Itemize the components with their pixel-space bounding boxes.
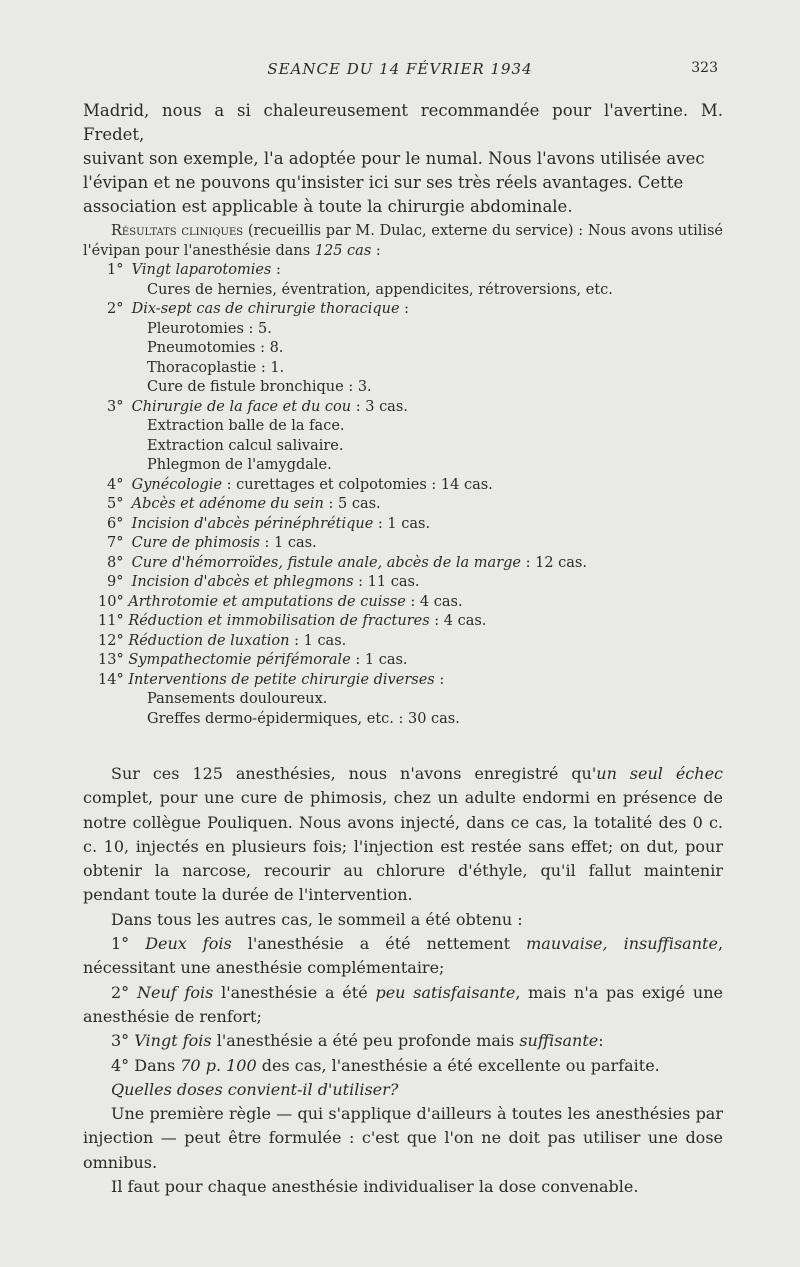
result-item [107,515,723,535]
result-number: 1° [107,262,124,278]
result-title: Abcès et adénome du sein [131,496,324,512]
result-item [107,300,723,320]
result-subitem: Cures de hernies, éventration, appendicites, rétroversions, etc. [147,281,613,298]
result-title: Cure d'hémorroïdes, fistule anale, abcès de la marge [131,554,521,571]
intro-line: Madrid, nous a si chaleureusement recommandée pour l'avertine. M. Fredet, [83,101,723,144]
result-suffix: : 4 cas. [429,613,487,629]
result-title: Dix-sept cas de chirurgie thoracique [131,301,400,317]
result-item [98,632,723,652]
outcome-item: 4° Dans 70 p. 100 des cas, l'anesthésie a été excellente ou parfaite. [111,1055,660,1075]
results-heading: Résultats cliniques [111,223,244,239]
result-subitem: Phlegmon de l'amygdale. [147,457,332,473]
result-subitem: Pleurotomies : 5. [147,320,272,337]
result-subitem: Thoracoplastie : 1. [147,359,285,376]
results-lead: Résultats cliniques (recueillis par M. Dulac, externe du service) : Nous avons utilisé l'évipan pour l'anesthésie dans 125 cas : [83,223,724,259]
result-title: Gynécologie [131,476,223,493]
intro-line: suivant son exemple, l'a adoptée pour le numal. Nous l'avons utilisée avec [83,149,705,168]
result-title: Arthrotomie et amputations de cuisse [128,593,406,610]
result-number: 8° [107,554,124,571]
result-suffix: : curettages et colpotomies : 14 cas. [222,476,493,493]
outcome-item: 3° Vingt fois l'anesthésie a été peu profonde mais suffisante: [111,1031,604,1051]
result-item [98,651,723,671]
result-number: 10° [98,593,124,610]
result-number: 7° [107,535,124,551]
result-suffix: : [434,671,445,688]
result-suffix: : 1 cas. [289,632,347,649]
result-number: 3° [107,398,124,415]
result-item [98,612,723,632]
result-number: 4° [107,476,124,493]
running-title: SEANCE DU 14 FÉVRIER 1934 [267,60,533,78]
intro-line: l'évipan et ne pouvons qu'insister ici sur ses très réels avantages. Cette [83,173,684,192]
result-suffix: : [271,262,281,278]
result-number: 2° [107,301,124,317]
result-item [107,398,723,418]
question-heading: Quelles doses convient-il d'utiliser? [111,1079,399,1099]
result-subitem: Pneumotomies : 8. [147,340,284,356]
intro-line: association est applicable à toute la chirurgie abdominale. [83,197,573,216]
result-title: Cure de phimosis [131,535,260,551]
result-subitem: Greffes dermo-épidermiques, etc. : 30 cas. [147,710,460,727]
result-item [107,476,723,496]
result-subitem: Pansements douloureux. [147,691,328,707]
conclusion-section [83,762,723,1199]
page-header [0,60,800,84]
intro-paragraph [83,99,723,219]
result-title: Réduction et immobilisation de fractures [128,613,430,629]
conclusion-paragraph: Il faut pour chaque anesthésie individualiser la dose convenable. [111,1177,639,1197]
results-list [83,261,723,729]
result-suffix: : 11 cas. [353,574,420,590]
result-suffix: : 4 cas. [405,593,463,610]
result-number: 6° [107,515,124,532]
result-subitem: Extraction calcul salivaire. [147,437,344,454]
conclusion-paragraph: Sur ces 125 anesthésies, nous n'avons enregistré qu'un seul échec complet, pour une cure de phimosis, chez un adulte endormi en présence de notre collègue Pouliquen. Nous avons injecté, dans ce cas, la totalité des 0 c. c. 10, injectés en plusieurs fois; l'injection est restée sans effet; on dut, pour obtenir la narcose, recourir au chlorure d'éthyle, qu'il fallut maintenir pendant toute la durée de l'intervention. [83,764,723,905]
result-item [98,671,723,691]
outcome-item: 1° Deux fois l'anesthésie a été nettement mauvaise, insuffisante, nécessitant une anesthésie complémentaire; [83,934,724,978]
result-title: Incision d'abcès et phlegmons [131,574,354,590]
result-item [98,593,723,613]
clinical-results [83,222,723,729]
result-item [107,534,723,554]
result-title: Incision d'abcès périnéphrétique [131,515,374,532]
result-suffix: : 5 cas. [323,496,381,512]
result-suffix: : 1 cas. [259,535,317,551]
result-suffix: : 3 cas. [351,398,408,415]
result-number: 11° [98,613,124,629]
result-item [107,573,723,593]
result-suffix: : 1 cas. [350,652,408,668]
result-suffix: : 1 cas. [373,515,431,532]
result-subitem: Extraction balle de la face. [147,418,345,434]
result-title: Réduction de luxation [128,632,290,649]
outcome-item: 2° Neuf fois l'anesthésie a été peu satisfaisante, mais n'a pas exigé une anesthésie de renfort; [83,982,724,1026]
result-title: Chirurgie de la face et du cou [131,398,352,415]
result-title: Vingt laparotomies [131,262,272,278]
result-number: 5° [107,496,124,512]
result-title: Sympathectomie périfémorale [128,652,351,668]
result-item [107,554,723,574]
result-suffix: : 12 cas. [521,554,587,571]
page-number: 323 [691,60,718,76]
result-suffix: : [399,301,410,317]
result-number: 13° [98,652,124,668]
result-number: 12° [98,632,124,649]
result-item [107,495,723,515]
result-subitem: Cure de fistule bronchique : 3. [147,379,372,395]
conclusion-paragraph: Dans tous les autres cas, le sommeil a été obtenu : [111,909,523,929]
result-item [107,261,723,281]
result-title: Interventions de petite chirurgie diverses [128,671,435,688]
conclusion-paragraph: Une première règle — qui s'applique d'ailleurs à toutes les anesthésies par injection — peut être formulée : c'est que l'on ne doit pas utiliser une dose omnibus. [83,1104,723,1172]
result-number: 14° [98,671,124,688]
result-number: 9° [107,574,124,590]
